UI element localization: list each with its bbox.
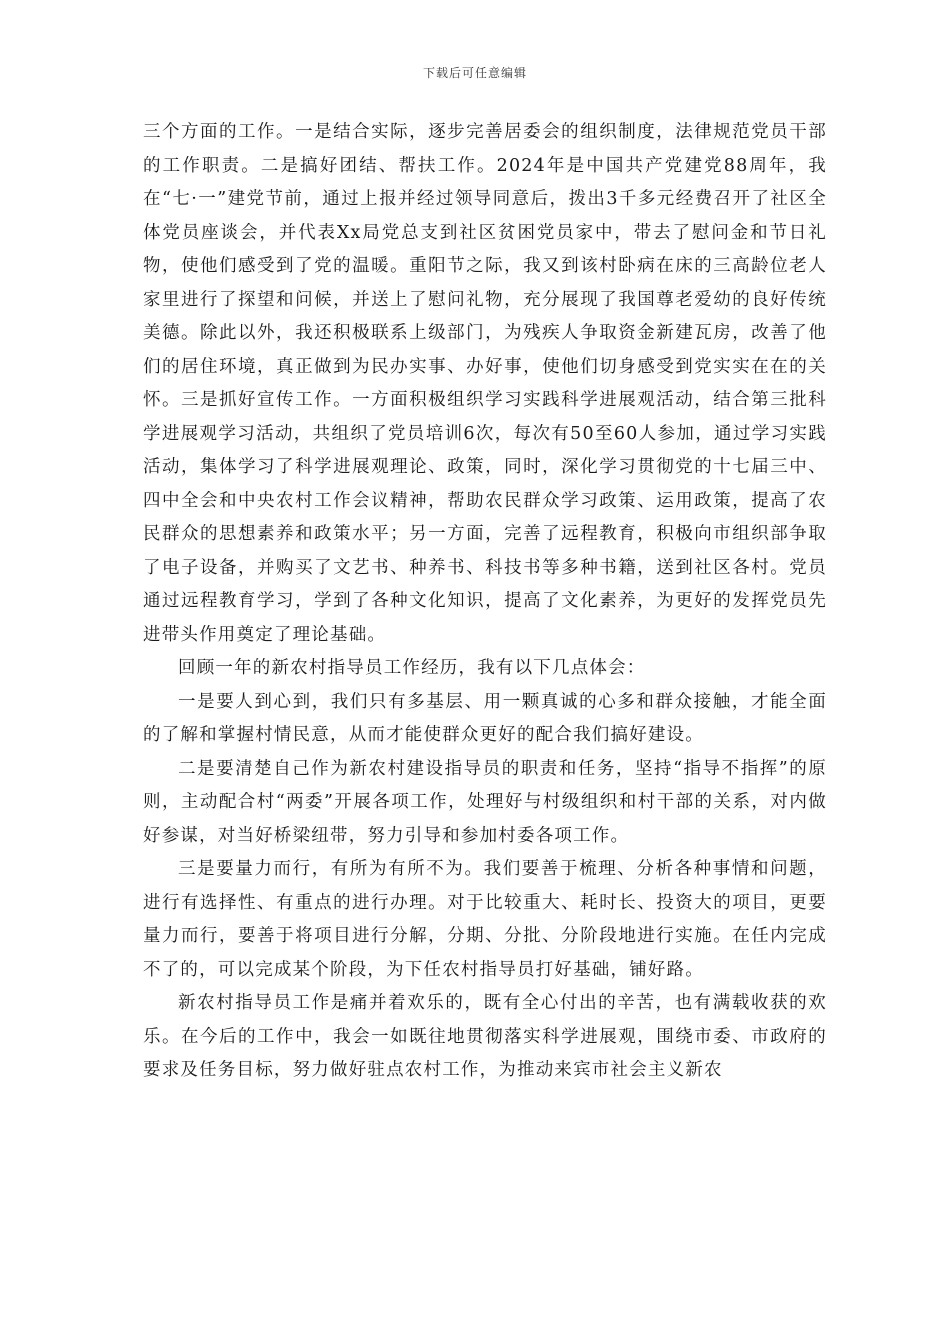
paragraph-review-intro: 回顾一年的新农村指导员工作经历，我有以下几点体会：: [178, 658, 646, 678]
paragraph-point-two: 二是要清楚自己作为新农村建设指导员的职责和任务，坚持“指导不指挥”的原则，主动配合村“两委”开展各项工作，处理好与村级组织和村干部的关系，对内做好参谋，对当好桥梁纽带，努力引导和参加村委各项工作。: [143, 758, 827, 846]
paragraph-continuation: 三个方面的工作。一是结合实际，逐步完善居委会的组织制度，法律规范党员干部的工作职责。二是搞好团结、帮扶工作。2024年是中国共产党建党88周年，我在“七·一”建党节前，通过上报并经过领导同意后，拨出3千多元经费召开了社区全体党员座谈会，并代表Xx局党总支到社区贫困党员家中，带去了慰问金和节日礼物，使他们感受到了党的温暖。重阳节之际，我又到该村卧病在床的三高龄位老人家里进行了探望和问候，并送上了慰问礼物，充分展现了我国尊老爱幼的良好传统美德。除此以外，我还积极联系上级部门，为残疾人争取资金新建瓦房，改善了他们的居住环境，真正做到为民办实事、办好事，使他们切身感受到党实实在在的关怀。三是抓好宣传工作。一方面积极组织学习实践科学进展观活动，结合第三批科学进展观学习活动，共组织了党员培训6次，每次有50至60人参加，通过学习实践活动，集体学习了科学进展观理论、政策，同时，深化学习贯彻党的十七届三中、四中全会和中央农村工作会议精神，帮助农民群众学习政策、运用政策，提高了农民群众的思想素养和政策水平；另一方面，完善了远程教育，积极向市组织部争取了电子设备，并购买了文艺书、种养书、科技书等多种书籍，送到社区各村。党员通过远程教育学习，学到了各种文化知识，提高了文化素养，为更好的发挥党员先进带头作用奠定了理论基础。: [143, 122, 827, 645]
paragraph-conclusion: 新农村指导员工作是痛并着欢乐的，既有全心付出的辛苦，也有满载收获的欢乐。在今后的工作中，我会一如既往地贯彻落实科学进展观，围绕市委、市政府的要求及任务目标，努力做好驻点农村工作，为推动来宾市社会主义新农: [143, 993, 827, 1080]
paragraph-point-one: 一是要人到心到，我们只有多基层、用一颗真诚的心多和群众接触，才能全面的了解和掌握村情民意，从而才能使群众更好的配合我们搞好建设。: [143, 691, 827, 745]
paragraph-point-three: 三是要量力而行，有所为有所不为。我们要善于梳理、分析各种事情和问题，进行有选择性、有重点的进行办理。对于比较重大、耗时长、投资大的项目，更要量力而行，要善于将项目进行分解，分期、分批、分阶段地进行实施。在任内完成不了的，可以完成某个阶段，为下任农村指导员打好基础，铺好路。: [143, 859, 827, 980]
document-body: [143, 116, 827, 1088]
page-header: 下载后可任意编辑: [422, 66, 527, 80]
